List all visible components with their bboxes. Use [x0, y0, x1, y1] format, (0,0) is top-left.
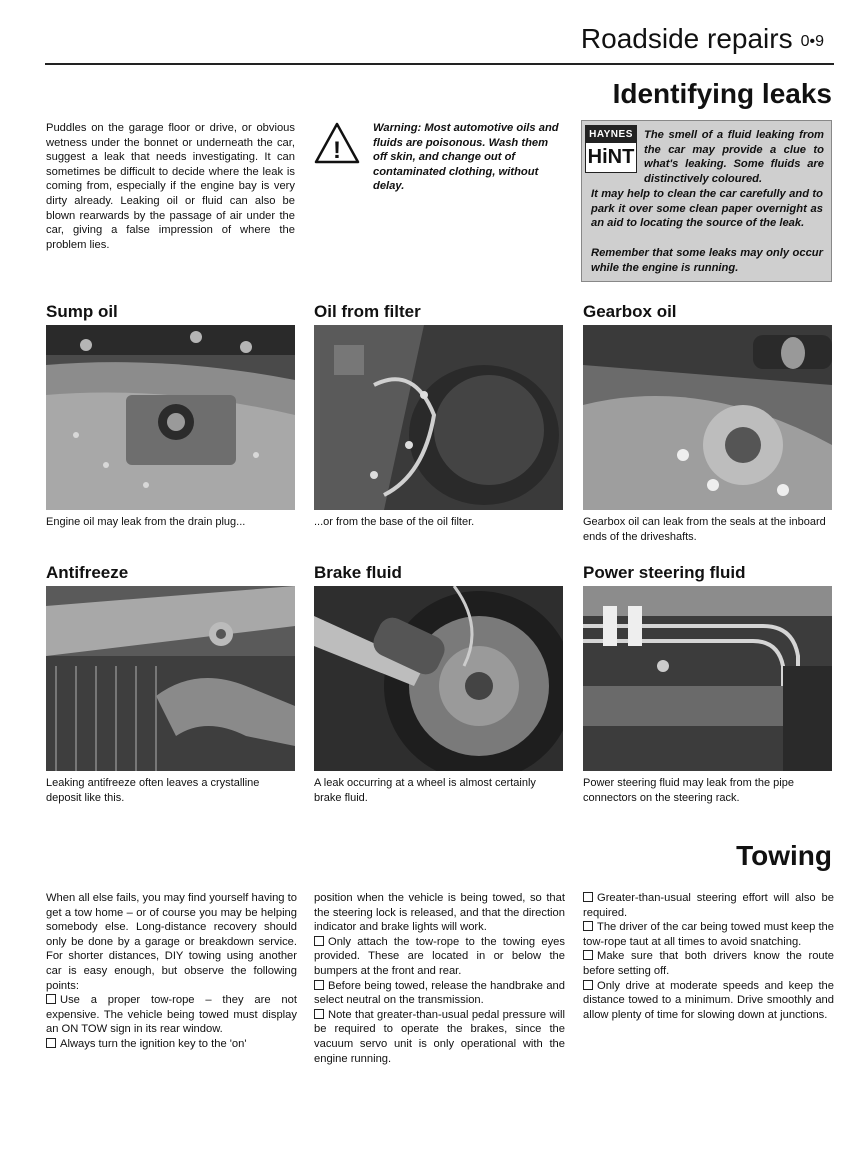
photo-gearbox-oil [583, 325, 832, 510]
section-title-brake-fluid: Brake fluid [314, 563, 402, 582]
photo-antifreeze [46, 586, 295, 771]
caption-brake-fluid: A leak occurring at a wheel is almost certainly brake fluid. [314, 777, 536, 804]
hint-logo-bottom: HiNT [587, 146, 635, 168]
towing-col3-item-1: Greater-than-usual steering effort will also be required. [583, 892, 834, 919]
towing-col3-item-2: The driver of the car being towed must keep the tow-rope taut at all times to avoid snatching. [583, 921, 834, 948]
hint-text-2: It may help to clean the car carefully and to park it over some clean paper overnight as an aid to locating the source of the leak. [591, 188, 823, 230]
section-title-power-steering: Power steering fluid [583, 563, 746, 582]
towing-column-3 [583, 891, 834, 1022]
towing-col1-item-1: Use a proper tow-rope – they are not expensive. The vehicle being towed must display an ON TOW sign in its rear window. [46, 994, 297, 1036]
checkbox-icon [583, 892, 593, 902]
towing-col3-item-3: Make sure that both drivers know the route before setting off. [583, 950, 834, 977]
checkbox-icon [46, 1038, 56, 1048]
towing-column-2 [314, 891, 565, 1066]
haynes-hint-box [581, 120, 832, 282]
section-title-oil-filter: Oil from filter [314, 302, 421, 321]
checkbox-icon [314, 980, 324, 990]
towing-col1-item-2: Always turn the ignition key to the 'on' [46, 1037, 297, 1052]
section-title-gearbox-oil: Gearbox oil [583, 302, 677, 321]
warning-text: Warning: Most automotive oils and fluids are poisonous. Wash them off skin, and change out of contaminated clothing, without delay. [373, 122, 559, 193]
photo-power-steering [583, 586, 832, 771]
section-title-antifreeze: Antifreeze [46, 563, 129, 582]
leaks-title: Identifying leaks [612, 78, 832, 109]
photo-oil-filter [314, 325, 563, 510]
checkbox-icon [583, 950, 593, 960]
caption-sump-oil: Engine oil may leak from the drain plug... [46, 516, 246, 528]
photo-sump-oil [46, 325, 295, 510]
header-title [581, 22, 824, 59]
checkbox-icon [583, 921, 593, 931]
towing-title: Towing [736, 840, 832, 871]
section-title-sump-oil: Sump oil [46, 302, 118, 321]
intro-paragraph: Puddles on the garage floor or drive, or obvious wetness under the bonnet or underneath the car, suggest a leak that needs investigating. It can sometimes be difficult to decide where the leak is coming from, especially if the engine bay is very dirty already. Leaking oil or fluid can also be blown rearwards by the passage of air under the car, giving a false impression of where the problem lies. [46, 122, 295, 251]
warning-symbol: ! [333, 137, 341, 164]
towing-col2-item-3: Note that greater-than-usual pedal pressure will be required to operate the brakes, since the vacuum servo unit is only operational with the engine running. [314, 1008, 565, 1065]
hint-text-1: The smell of a fluid leaking from the car may provide a clue to what's leaking. Some fluids are distinctively coloured. [644, 129, 824, 185]
warning-icon [314, 122, 360, 164]
towing-col2-item-2: Before being towed, release the handbrake and select neutral on the transmission. [314, 979, 565, 1007]
towing-column-1 [46, 891, 297, 1052]
hint-text-3: Remember that some leaks may only occur while the engine is running. [591, 247, 823, 274]
caption-oil-filter: ...or from the base of the oil filter. [314, 516, 475, 528]
photo-brake-fluid [314, 586, 563, 771]
towing-col2-p1: position when the vehicle is being towed, so that the steering lock is released, and that the direction indicator and brake lights will work. [314, 892, 565, 934]
caption-gearbox-oil: Gearbox oil can leak from the seals at the inboard ends of the driveshafts. [583, 516, 826, 543]
checkbox-icon [583, 980, 593, 990]
towing-col3-item-4: Only drive at moderate speeds and keep the distance towed to a minimum. Drive smoothly and allow plenty of time for slowing down at junctions. [583, 979, 834, 1021]
header-title-text: Roadside repairs [580, 23, 793, 54]
caption-power-steering: Power steering fluid may leak from the pipe connectors on the steering rack. [583, 777, 794, 804]
checkbox-icon [46, 994, 56, 1004]
page-number: 0•9 [800, 33, 824, 50]
towing-col2-item-1: Only attach the tow-rope to the towing eyes provided. These are located in or below the bumpers at the front and rear. [314, 935, 565, 977]
hint-logo-top: HAYNES [586, 126, 636, 143]
checkbox-icon [314, 1009, 324, 1019]
towing-col1-p1: When all else fails, you may find yourself having to get a tow home – or of course you may be helping somebody else. Long-distance recovery should only be done by a garage or breakdown service. For shorter distances, DIY towing using another car is easy enough, but observe the following points: [46, 892, 297, 992]
haynes-hint-logo [585, 125, 637, 173]
header-rule [45, 63, 834, 65]
checkbox-icon [314, 936, 324, 946]
caption-antifreeze: Leaking antifreeze often leaves a crystalline deposit like this. [46, 777, 260, 804]
